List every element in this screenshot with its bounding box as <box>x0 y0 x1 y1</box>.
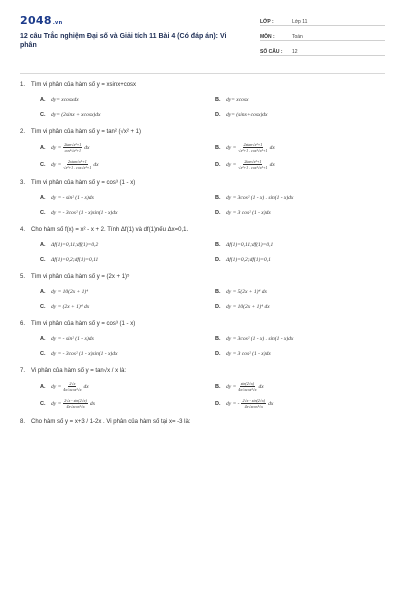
answer-option[interactable] <box>215 334 390 343</box>
question-4 <box>20 225 390 264</box>
meta-value: Lớp 11 <box>292 19 308 25</box>
question-8 <box>20 417 390 427</box>
fraction-denominator: √x²+1 . cos²√x²+1 <box>238 148 268 153</box>
fraction-denominator: √x²+1 . cos²√x²+1 <box>238 165 268 170</box>
answer-option[interactable] <box>40 381 215 392</box>
option-letter: C. <box>40 350 46 357</box>
question-text: Tìm vi phân của hàm số y = cos³ (1 - x) <box>31 180 136 186</box>
option-letter: D. <box>215 161 221 168</box>
answer-option[interactable] <box>215 381 390 392</box>
option-text: dy = <box>51 144 62 151</box>
question-stem <box>20 272 390 282</box>
answer-option[interactable] <box>215 208 390 217</box>
meta-row-subject <box>260 29 385 41</box>
option-text: dy = 10(2x + 1)⁴ dx <box>226 303 270 310</box>
document-meta <box>260 14 385 59</box>
option-letter: D. <box>215 111 221 118</box>
question-text: Cho hàm số f(x) = x² - x + 2. Tính Δf(1) và df(1)nếu Δx=0,1. <box>31 227 189 233</box>
question-number: 2. <box>20 129 26 135</box>
option-text: Δf(1)=0,2;df(1)=0,11 <box>51 256 99 263</box>
option-text: dy= xcosx <box>226 96 249 103</box>
answer-option[interactable] <box>40 240 215 249</box>
option-text: dy = <box>51 400 62 407</box>
option-tail: dx <box>93 161 99 168</box>
fraction <box>238 159 267 170</box>
question-stem <box>20 127 390 137</box>
option-text: Δf(1)=0,11;df(1)=0,1 <box>226 241 274 248</box>
answer-options <box>20 142 390 170</box>
meta-key: LỚP : <box>260 19 274 25</box>
question-stem <box>20 225 390 235</box>
answer-option[interactable] <box>215 398 390 409</box>
question-list <box>20 80 390 435</box>
meta-row-class <box>260 14 385 26</box>
question-number: 3. <box>20 180 26 186</box>
answer-option[interactable] <box>215 302 390 311</box>
question-3 <box>20 178 390 217</box>
answer-option[interactable] <box>40 287 215 296</box>
option-text: dy = 10(2x + 1)⁴ <box>51 288 89 295</box>
answer-option[interactable] <box>215 110 390 119</box>
question-text: Tìm vi phân của hàm số y = tan² (√x² + 1) <box>31 129 142 135</box>
fraction-denominator: 4x√xcos²√x <box>63 387 82 392</box>
option-text: dy = <box>226 383 237 390</box>
option-text: dy = - sin² (1 - x)dx <box>51 335 94 342</box>
option-text: dy = - <box>226 400 240 407</box>
meta-value: 12 <box>292 49 298 55</box>
answer-option[interactable] <box>40 142 215 153</box>
fraction <box>63 159 91 170</box>
fraction-numerator: 2xtan√x²+1 <box>243 142 263 147</box>
answer-options <box>20 240 390 264</box>
option-text: dy = <box>226 161 237 168</box>
option-letter: A. <box>40 194 46 201</box>
question-number: 1. <box>20 82 26 88</box>
fraction-numerator: 2xtan√x²+1 <box>67 159 87 164</box>
meta-value: Toán <box>292 34 303 40</box>
question-text: Tìm vi phân của hàm số y = (2x + 1)⁵ <box>31 274 130 280</box>
option-letter: C. <box>40 111 46 118</box>
option-letter: B. <box>215 288 221 295</box>
option-letter: C. <box>40 209 46 216</box>
option-letter: D. <box>215 350 221 357</box>
logo-suffix: .vn <box>52 20 63 26</box>
option-text: dy = - 3cos² (1 - x)sin(1 - x)dx <box>51 350 118 357</box>
answer-options <box>20 334 390 358</box>
option-letter: D. <box>215 209 221 216</box>
option-letter: A. <box>40 335 46 342</box>
answer-option[interactable] <box>40 159 215 170</box>
option-letter: C. <box>40 256 46 263</box>
question-stem <box>20 178 390 188</box>
answer-options <box>20 287 390 311</box>
option-text: dy = (2x + 1)⁴ dx <box>51 303 90 310</box>
question-5 <box>20 272 390 311</box>
fraction <box>238 381 256 392</box>
option-letter: D. <box>215 400 221 407</box>
option-letter: B. <box>215 194 221 201</box>
fraction-denominator: 4x√xcos²√x <box>66 404 85 409</box>
question-stem <box>20 366 390 376</box>
answer-option[interactable] <box>215 349 390 358</box>
fraction-numerator: 2√x - sin(2√x) <box>64 398 87 403</box>
document-header <box>20 14 385 70</box>
question-number: 5. <box>20 274 26 280</box>
question-1 <box>20 80 390 119</box>
question-text: Vi phân của hàm số y = tan√x / x là: <box>31 368 127 374</box>
question-text: Tìm vi phân của hàm số y = xsinx+cosx <box>31 82 137 88</box>
option-tail: dx <box>269 144 275 151</box>
option-letter: B. <box>215 383 221 390</box>
option-text: dy = 3 cos² (1 - x)dx <box>226 350 271 357</box>
question-stem <box>20 417 390 427</box>
meta-key: MÔN : <box>260 34 275 40</box>
option-text: dy= (2sinx + xcosx)dx <box>51 111 101 118</box>
fraction <box>63 142 82 153</box>
option-text: dy = 5(2x + 1)⁴ dx <box>226 288 267 295</box>
option-text: dy = 3 cos² (1 - x)dx <box>226 209 271 216</box>
option-tail: dx <box>84 144 90 151</box>
option-letter: A. <box>40 383 46 390</box>
answer-option[interactable] <box>215 159 390 170</box>
option-letter: B. <box>215 96 221 103</box>
question-text: Tìm vi phân của hàm số y = cos³ (1 - x) <box>31 321 136 327</box>
option-tail: dx <box>269 161 275 168</box>
answer-option[interactable] <box>40 208 215 217</box>
answer-option[interactable] <box>40 255 215 264</box>
option-text: dy = <box>226 144 237 151</box>
meta-row-count <box>260 44 385 56</box>
option-text: dy = <box>51 161 62 168</box>
option-letter: A. <box>40 241 46 248</box>
option-tail: dx <box>258 383 264 390</box>
option-letter: C. <box>40 161 46 168</box>
fraction <box>238 142 267 153</box>
option-text: dy= xcosxdx <box>51 96 79 103</box>
question-stem <box>20 80 390 90</box>
answer-options <box>20 95 390 119</box>
fraction-numerator: 2tan√x²+1 <box>64 142 82 147</box>
question-number: 8. <box>20 419 26 425</box>
option-tail: dx <box>89 400 96 407</box>
answer-option[interactable] <box>40 110 215 119</box>
fraction <box>63 398 88 409</box>
answer-option[interactable] <box>40 302 215 311</box>
option-letter: B. <box>215 335 221 342</box>
question-number: 6. <box>20 321 26 327</box>
fraction-denominator: √x²+1 . cos√x²+1 <box>63 165 92 170</box>
question-number: 4. <box>20 227 26 233</box>
option-letter: A. <box>40 144 46 151</box>
fraction-denominator: cos²√x²+1 <box>64 148 81 153</box>
header-divider <box>20 73 385 74</box>
question-stem <box>20 319 390 329</box>
logo-text: 2048 <box>20 14 52 27</box>
answer-option[interactable] <box>40 95 215 104</box>
option-letter: D. <box>215 303 221 310</box>
option-letter: A. <box>40 96 46 103</box>
fraction-denominator: 4x√xcos²√x <box>238 387 257 392</box>
question-text: Cho hàm số y = x+3 / 1-2x . Vi phân của hàm số tại x= -3 là: <box>31 419 191 425</box>
option-text: dy = - sin² (1 - x)dx <box>51 194 94 201</box>
answer-option[interactable] <box>215 240 390 249</box>
question-2 <box>20 127 390 170</box>
fraction <box>241 398 266 409</box>
answer-option[interactable] <box>215 287 390 296</box>
answer-option[interactable] <box>215 142 390 153</box>
fraction-numerator: 2tan√x²+1 <box>244 159 262 164</box>
option-text: dy = 3cos² (1 - x) . sin(1 - x)dx <box>226 335 294 342</box>
answer-option[interactable] <box>40 193 215 202</box>
fraction-numerator: 2√x - sin(2√x) <box>242 398 266 403</box>
option-letter: C. <box>40 303 46 310</box>
option-text: dy= (sinx+cosx)dx <box>226 111 268 118</box>
answer-options <box>20 381 390 409</box>
question-7 <box>20 366 390 409</box>
option-text: Δf(1)=0,2;df(1)=0,1 <box>226 256 271 263</box>
answer-option[interactable] <box>40 334 215 343</box>
option-text: dy = <box>51 383 62 390</box>
answer-options <box>20 193 390 217</box>
site-logo[interactable] <box>20 14 62 27</box>
answer-option[interactable] <box>215 255 390 264</box>
fraction-denominator: 4x√xcos²√x <box>244 404 263 409</box>
option-letter: B. <box>215 144 221 151</box>
question-number: 7. <box>20 368 26 374</box>
option-letter: A. <box>40 288 46 295</box>
answer-option[interactable] <box>215 193 390 202</box>
option-text: dy = 3cos² (1 - x) . sin(1 - x)dx <box>226 194 294 201</box>
option-letter: B. <box>215 241 221 248</box>
option-letter: D. <box>215 256 221 263</box>
option-tail: dx <box>268 400 274 407</box>
meta-key: SỐ CÂU : <box>260 49 283 55</box>
option-tail: dx <box>83 383 89 390</box>
document-title: 12 câu Trắc nghiệm Đại số và Giải tích 11 Bài 4 (Có đáp án): Vi phân <box>20 33 227 49</box>
option-text: dy = - 3cos² (1 - x)sin(1 - x)dx <box>51 209 118 216</box>
answer-option[interactable] <box>40 398 215 409</box>
option-text: Δf(1)=0,11;df(1)=0,2 <box>51 241 99 248</box>
answer-option[interactable] <box>215 95 390 104</box>
question-6 <box>20 319 390 358</box>
fraction <box>63 381 81 392</box>
fraction-numerator: sin(2√x) <box>240 381 255 386</box>
fraction-numerator: 2√x <box>69 381 76 386</box>
answer-option[interactable] <box>40 349 215 358</box>
option-letter: C. <box>40 400 46 407</box>
